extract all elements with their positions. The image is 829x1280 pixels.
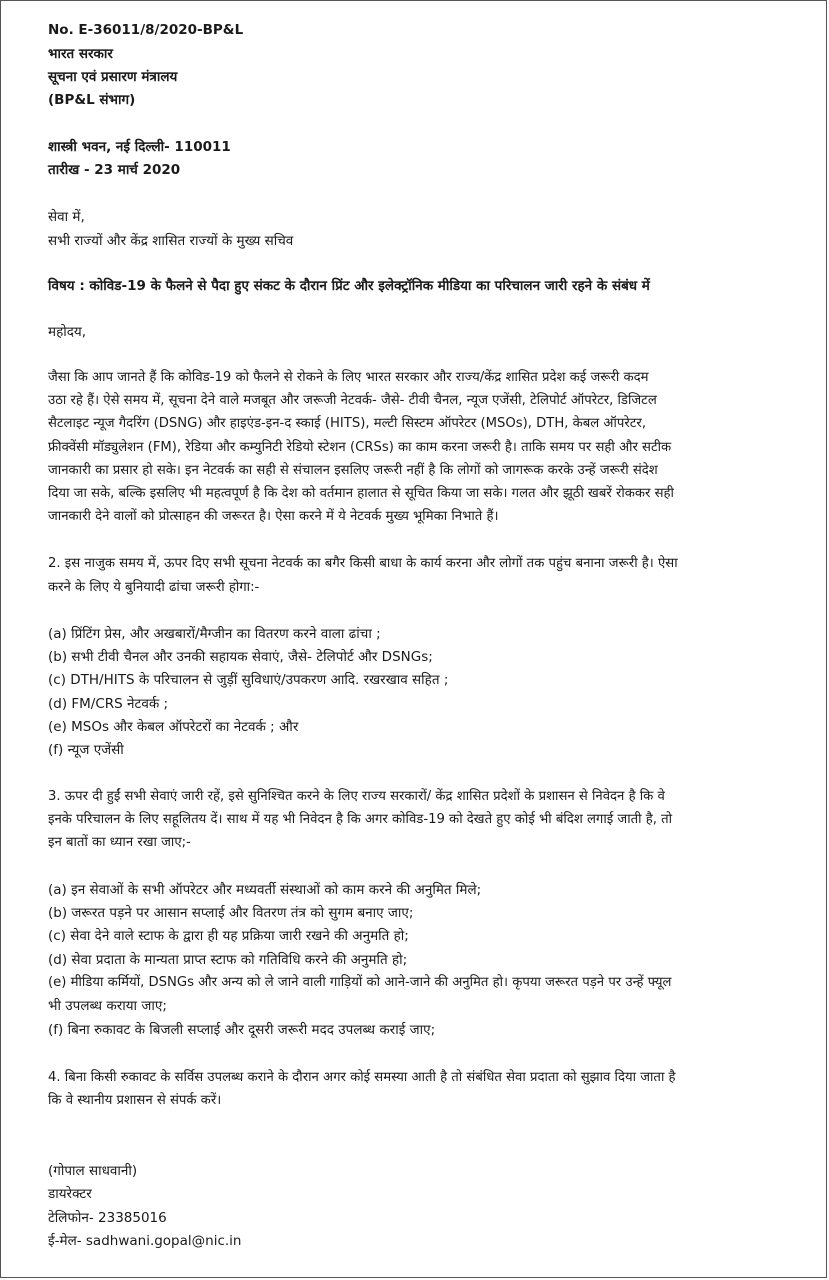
addressee-line: सेवा में,: [48, 209, 85, 225]
issuer-address: शास्त्री भवन, नई दिल्ली- 110011: [48, 139, 231, 155]
para1-line: जानकारी का प्रसार हो सके। इन नेटवर्क का सही से संचालन इसलिए जरूरी नहीं है कि लोगों को जागरूक करके उन्हें जरूरी संदेश: [48, 463, 658, 478]
issuer-ministry: सूचना एवं प्रसारण मंत्रालय: [48, 69, 178, 85]
para3-line: इन बातों का ध्यान रखा जाए;-: [48, 835, 191, 850]
list1-item: (a) प्रिंटिंग प्रेस, और अखबारों/मैग्जीन का वितरण करने वाला ढांचा ;: [48, 626, 381, 642]
para1-line: जैसा कि आप जानते हैं कि कोविड-19 को फैलने से रोकने के लिए भारत सरकार और राज्य/केंद्र शासित प्रदेश कई जरूरी कदम: [48, 370, 649, 385]
para4-line: 4. बिना किसी रुकावट के सर्विस उपलब्ध कराने के दौरान अगर कोई समस्या आती है तो संबंधित सेवा प्रदाता को सुझाव दिया जाता है: [48, 1070, 676, 1085]
list1-item: (b) सभी टीवी चैनल और उनकी सहायक सेवाएं, जैसे- टेलिपोर्ट और DSNGs;: [48, 649, 433, 665]
signatory-designation: डायरेक्टर: [48, 1186, 92, 1202]
list2-item: भी उपलब्ध कराया जाए;: [48, 998, 167, 1014]
list2-item: (b) जरूरत पड़ने पर आसान सप्लाई और वितरण तंत्र को सुगम बनाए जाए;: [48, 905, 414, 921]
para4-line: कि वे स्थानीय प्रशासन से संपर्क करें।: [48, 1093, 222, 1108]
list2-item: (c) सेवा देने वाले स्टाफ के द्वारा ही यह प्रक्रिया जारी रखने की अनुमति हो;: [48, 928, 409, 944]
list1-item: (c) DTH/HITS के परिचालन से जुड़ीं सुविधाएं/उपकरण आदि. रखरखाव सहित ;: [48, 672, 449, 688]
para2-line: 2. इस नाजुक समय में, ऊपर दिए सभी सूचना नेटवर्क का बगैर किसी बाधा के कार्य करना और लोगों तक पहुंच बनाना जरूरी है। ऐसा: [48, 556, 678, 571]
subject-line: विषय : कोविड-19 के फैलने से पैदा हुए संकट के दौरान प्रिंट और इलेक्ट्रॉनिक मीडिया का परिचालन जारी रहने के संबंध में: [48, 278, 650, 294]
list2-item: (d) सेवा प्रदाता के मान्यता प्राप्त स्टाफ को गतिविधि करने की अनुमति हो;: [48, 952, 408, 968]
list2-item: (a) इन सेवाओं के सभी ऑपरेटर और मध्यवर्ती संस्थाओं को काम करने की अनुमित मिले;: [48, 882, 482, 898]
para2-line: करने के लिए ये बुनियादी ढांचा जरूरी होगा:-: [48, 580, 260, 595]
list1-item: (f) न्यूज एजेंसी: [48, 742, 124, 758]
para1-line: उठा रहे हैं। ऐसे समय में, सूचना देने वाले मजबूत और जरूजी नेटवर्क- जैसे- टीवी चैनल, न्यूज एजेंसी, टेलिपोर्ट ऑपरेटर, डिजिटल: [48, 393, 657, 408]
para3-line: इनके परिचालन के लिए सहूलितय दें। साथ में यह भी निवेदन है कि अगर कोविड-19 को देखते हुए कोई भी बंदिश लगाई जाती है, तो: [48, 812, 673, 827]
addressee-name: सभी राज्यों और केंद्र शासित राज्यों के मुख्य सचिव: [48, 233, 294, 249]
para3-line: 3. ऊपर दी हुईं सभी सेवाएं जारी रहें, इसे सुनिश्चित करने के लिए राज्य सरकारों/ केंद्र शासित प्रदेशों के प्रशासन से निवेदन है कि वे: [48, 789, 665, 804]
list1-item: (d) FM/CRS नेटवर्क ;: [48, 696, 169, 712]
para1-line: फ्रीक्वेंसी मॉड्युलेशन (FM), रेडिया और कम्युनिटी रेडियो स्टेशन (CRSs) का काम करना जरूरी है। ताकि समय पर सही और सटीक: [48, 440, 672, 455]
issuer-government: भारत सरकार: [48, 46, 113, 62]
list2-item: (f) बिना रुकावट के बिजली सप्लाई और दूसरी जरूरी मदद उपलब्ध कराई जाए;: [48, 1022, 436, 1038]
signatory-phone: टेलिफोन- 23385016: [48, 1210, 167, 1226]
letter-date: तारीख - 23 मार्च 2020: [48, 162, 181, 178]
para1-line: दिया जा सके, बल्कि इसलिए भी महत्वपूर्ण है कि देश को वर्तमान हालात से सूचित किया जा सके। गलत और झूठी खबरें रोककर सही: [48, 486, 674, 501]
file-number: No. E-36011/8/2020-BP&L: [48, 22, 244, 38]
issuer-division: (BP&L संभाग): [48, 92, 136, 108]
para1-line: सैटलाइट न्यूज गैदरिंग (DSNG) और हाइएंड-इन-द स्काई (HITS), मल्टी सिस्टम ऑपरेटर (MSOs), DTH, केबल ऑपरेटर,: [48, 416, 647, 431]
signatory-email: ई-मेल- sadhwani.gopal@nic.in: [48, 1233, 242, 1249]
list1-item: (e) MSOs और केबल ऑपरेटरों का नेटवर्क ; और: [48, 719, 299, 735]
signatory-name: (गोपाल साधवानी): [48, 1163, 138, 1179]
para1-line: जानकारी देने वालों को प्रोत्साहन की जरूरत है। ऐसा करने में ये नेटवर्क मुख्य भूमिका निभाते हैं।: [48, 509, 499, 524]
salutation: महोदय,: [48, 324, 87, 340]
list2-item: (e) मीडिया कर्मियों, DSNGs और अन्य को ले जाने वाली गाड़ियों को आने-जाने की अनुमित हो। कृपया जरूरत पड़ने पर उन्हें फ्यूल: [48, 975, 672, 990]
